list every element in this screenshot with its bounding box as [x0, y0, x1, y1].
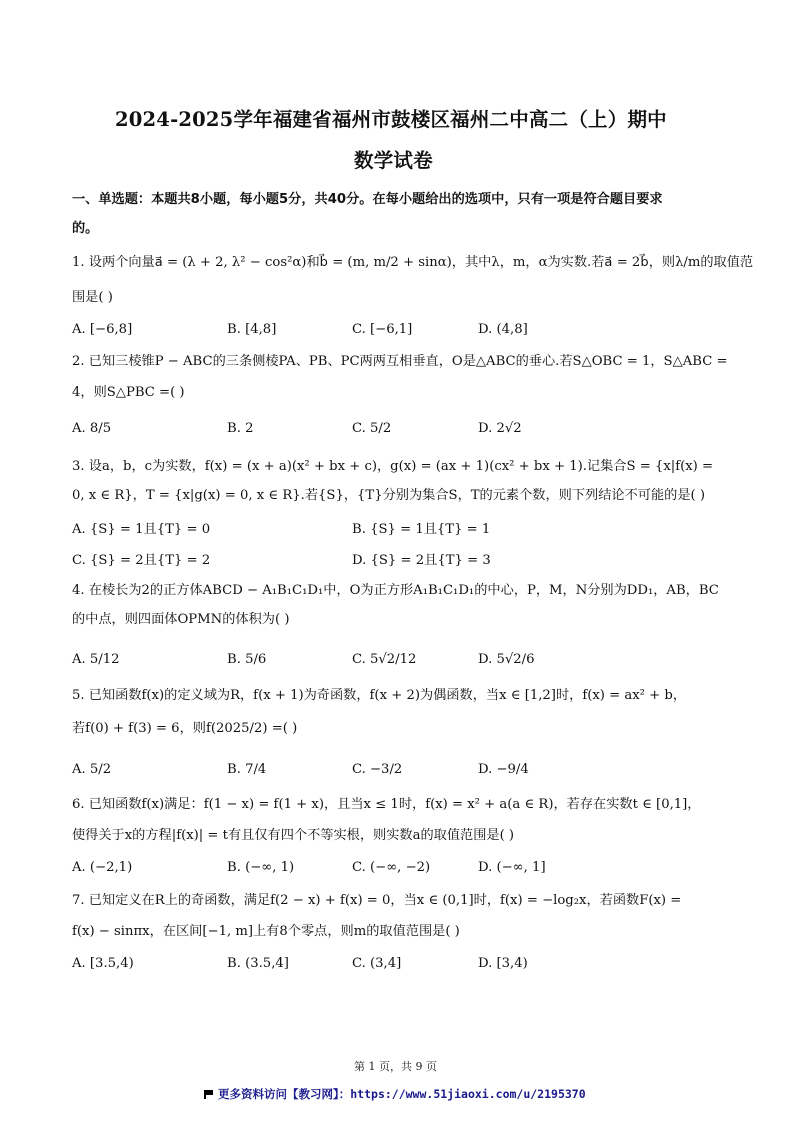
question-3-line2: 0, x ∈ R}，T = {x|g(x) = 0, x ∈ R}.若{S}，{T}分别为集合S，T的元素个数，则下列结论不可能的是( ) [72, 488, 706, 503]
q4-option-b: B. 5/6 [227, 652, 267, 667]
page-number: 第 1 页，共 9 页 [354, 1060, 437, 1073]
q7-option-b: B. (3.5,4] [227, 956, 289, 971]
question-1-line2: 围是( ) [72, 290, 113, 305]
q6-option-a: A. (−2,1) [72, 860, 133, 875]
q2-option-a: A. 8/5 [72, 421, 112, 436]
section-header-line1: 一、单选题：本题共8小题，每小题5分，共40分。在每小题给出的选项中，只有一项是符合题目要求 [72, 192, 663, 207]
question-6-line2: 使得关于x的方程|f(x)| = t有且仅有四个不等实根，则实数a的取值范围是( ) [72, 828, 515, 843]
q6-option-d: D. (−∞, 1] [478, 860, 546, 875]
question-3-line1: 3. 设a，b，c为实数，f(x) = (x + a)(x² + bx + c)，g(x) = (ax + 1)(cx² + bx + 1).记集合S = {x|f(x) = [72, 459, 714, 474]
q5-option-c: C. −3/2 [352, 762, 403, 777]
question-4-line1: 4. 在棱长为2的正方体ABCD − A₁B₁C₁D₁中，O为正方形A₁B₁C₁D₁的中心，P，M，N分别为DD₁，AB，BC [72, 583, 719, 598]
q7-option-a: A. [3.5,4) [72, 956, 134, 971]
q5-option-a: A. 5/2 [72, 762, 112, 777]
question-7-line2: f(x) − sinπx，在区间[−1, m]上有8个零点，则m的取值范围是( ) [72, 924, 460, 939]
q3-option-d: D. {S} = 2且{T} = 3 [352, 553, 491, 568]
q3-option-a: A. {S} = 1且{T} = 0 [72, 522, 211, 537]
question-4-line2: 的中点，则四面体OPMN的体积为( ) [72, 612, 290, 627]
footer-link-row[interactable] [204, 1083, 586, 1102]
q2-option-b: B. 2 [227, 421, 254, 436]
q3-option-c: C. {S} = 2且{T} = 2 [72, 553, 211, 568]
q6-option-b: B. (−∞, 1) [227, 860, 295, 875]
question-2-line1: 2. 已知三棱锥P − ABC的三条侧棱PA、PB、PC两两互相垂直，O是△ABC的垂心.若S△OBC = 1，S△ABC = [72, 354, 728, 369]
question-2-line2: 4，则S△PBC =( ) [72, 385, 185, 400]
question-5-line2: 若f(0) + f(3) = 6，则f(2025/2) =( ) [72, 721, 298, 736]
page-title-line2: 数学试卷 [354, 149, 433, 172]
q4-option-d: D. 5√2/6 [478, 652, 535, 667]
q3-option-b: B. {S} = 1且{T} = 1 [352, 522, 491, 537]
q7-option-d: D. [3,4) [478, 956, 528, 971]
q6-option-c: C. (−∞, −2) [352, 860, 431, 875]
footer-link[interactable]: 更多资料访问【教习网】：https://www.51jiaoxi.com/u/2195370 [218, 1087, 586, 1101]
q1-option-b: B. [4,8] [227, 322, 277, 337]
page-title-line1: 2024-2025学年福建省福州市鼓楼区福州二中高二（上）期中 [115, 108, 667, 131]
q1-option-a: A. [−6,8] [72, 322, 133, 337]
q5-option-d: D. −9/4 [478, 762, 529, 777]
q7-option-c: C. (3,4] [352, 956, 402, 971]
section-header-line2: 的。 [72, 221, 99, 236]
question-1-line1: 1. 设两个向量a⃗ = (λ + 2, λ² − cos²α)和b⃗ = (m, m/2 + sinα)，其中λ，m，α为实数.若a⃗ = 2b⃗，则λ/m的取值范 [72, 255, 754, 270]
q4-option-c: C. 5√2/12 [352, 652, 417, 667]
q2-option-d: D. 2√2 [478, 421, 522, 436]
q1-option-c: C. [−6,1] [352, 322, 413, 337]
flag-icon [204, 1090, 214, 1099]
question-6-line1: 6. 已知函数f(x)满足：f(1 − x) = f(1 + x)，且当x ≤ 1时，f(x) = x² + a(a ∈ R)，若存在实数t ∈ [0,1]， [72, 797, 701, 812]
q1-option-d: D. (4,8] [478, 322, 528, 337]
question-7-line1: 7. 已知定义在R上的奇函数，满足f(2 − x) + f(x) = 0，当x ∈ (0,1]时，f(x) = −log₂x，若函数F(x) = [72, 893, 682, 908]
q2-option-c: C. 5/2 [352, 421, 392, 436]
question-5-line1: 5. 已知函数f(x)的定义域为R，f(x + 1)为奇函数，f(x + 2)为偶函数，当x ∈ [1,2]时，f(x) = ax² + b， [72, 688, 687, 703]
q4-option-a: A. 5/12 [72, 652, 120, 667]
q5-option-b: B. 7/4 [227, 762, 267, 777]
